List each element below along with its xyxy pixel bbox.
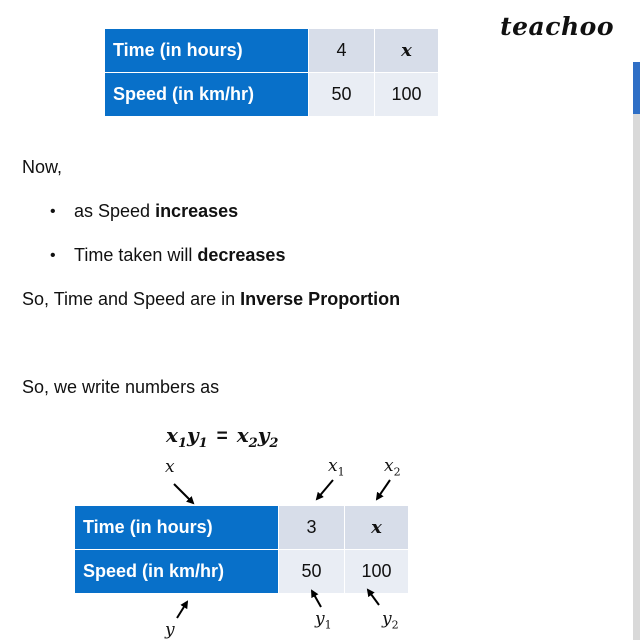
table-variables [74,505,409,594]
side-accent-bar [633,0,640,640]
text-inverse-proportion [22,289,400,310]
label-x1-var: x [328,456,338,476]
cell-speed-1: 50 [309,73,375,117]
table-given-values [104,28,439,117]
formula-inverse-proportion [166,423,278,451]
accent-grey-segment [633,114,640,640]
label-y2-sub: 2 [391,618,399,632]
cell-time-2: x [375,29,439,73]
label-x2-var: x [384,456,394,476]
cell-speed-2: 100 [345,550,409,594]
brand-logo: teachoo [500,12,614,41]
f-s2: 1 [198,436,208,451]
so-text: So, Time and Speed are in [22,289,241,309]
cell-time-1: 3 [279,506,345,550]
f-equals: = [216,426,228,447]
label-y1-sub: 1 [324,618,332,632]
text-write-numbers: So, we write numbers as [22,377,220,397]
table-row [105,29,439,73]
f-s1: 1 [177,436,187,451]
label-y2-var: y [382,609,392,629]
label-y1 [315,609,332,631]
f-y2: y [257,423,270,447]
f-s3: 2 [248,436,258,451]
bullet2-bold: decreases [197,245,286,265]
accent-blue-segment [633,62,640,114]
table-row [105,73,439,117]
label-x: x [165,457,175,477]
bullet1-text: as Speed [74,201,156,221]
label-x1-sub: 1 [337,465,345,479]
bullet-dot: • [50,247,56,264]
cell-speed-2: 100 [375,73,439,117]
arrow-y [177,602,187,618]
bullet2-text: Time taken will [74,245,198,265]
label-x2-sub: 2 [393,465,401,479]
so-bold: Inverse Proportion [240,289,401,309]
label-x2 [384,456,401,478]
text-now: Now, [22,157,63,177]
cell-speed-1: 50 [279,550,345,594]
bullet-time-decreases [74,245,285,266]
bullet-dot: • [50,203,56,220]
arrow-x1 [317,480,333,499]
cell-time-2: x [345,506,409,550]
table-row [75,550,409,594]
label-y: y [165,620,175,640]
row-label-time: Time (in hours) [105,29,309,73]
row-label-speed: Speed (in km/hr) [75,550,279,594]
bullet-speed-increases [74,201,238,222]
label-x1 [328,456,345,478]
f-x2: x [236,423,249,447]
arrow-x2 [377,480,390,499]
label-y1-var: y [315,609,325,629]
row-label-time: Time (in hours) [75,506,279,550]
row-label-speed: Speed (in km/hr) [105,73,309,117]
table-row [75,506,409,550]
f-s4: 2 [269,436,279,451]
cell-time-1: 4 [309,29,375,73]
arrow-x [174,484,193,503]
f-y1: y [186,423,199,447]
label-y2 [382,609,399,631]
bullet1-bold: increases [155,201,239,221]
f-x1: x [166,423,178,447]
